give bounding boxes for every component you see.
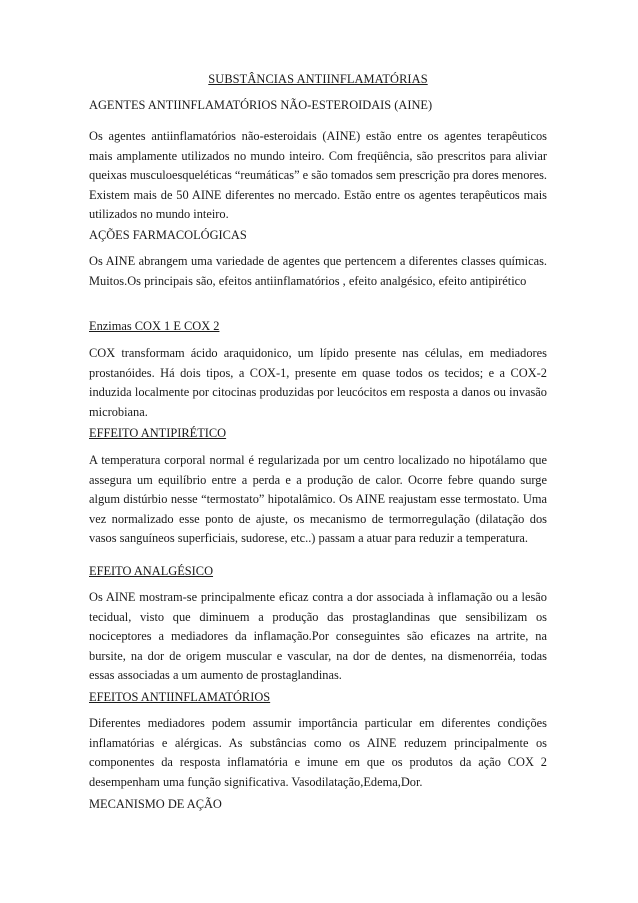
paragraph-efeito-antipiretico: A temperatura corporal normal é regularizada por um centro localizado no hipotálamo que assegura um equilíbrio entre a perda e a produção de calor. Ocorre febre quando surge algum distúrbio nesse “termostato” hipotalâmico. Os AINE reajustam esse termostato. Uma vez normalizado esse ponto de ajuste, os mecanismo de termorregulação (dilatação dos vasos sanguíneos superficiais, sudorese, etc..) passam a atuar para reduzir a temperatura. [89,453,547,546]
heading-mecanismo-de-acao: MECANISMO DE AÇÃO [89,797,222,811]
paragraph-efeito-analgesico: Os AINE mostram-se principalmente eficaz contra a dor associada à inflamação ou a lesão tecidual, visto que diminuem a produção das prostaglandinas que sensibilizam os nociceptores a mediadores da inflamação.Por conseguintes são eficazes na artrite, na bursite, na dor de origem muscular e vascular, na dor de dentes, na dismenorréia, todas essas associadas a um aumento de prostaglandinas. [89,590,547,683]
heading-efeito-analgesico: EFEITO ANALGÉSICO [89,564,214,578]
heading-aine: AGENTES ANTIINFLAMATÓRIOS NÃO-ESTEROIDAIS (AINE) [89,98,433,112]
paragraph-enzimas-cox: COX transformam ácido araquidonico, um lípido presente nas células, em mediadores prostanóides. Há dois tipos, a COX-1, presente em quase todos os tecidos; e a COX-2 induzida localmente por citocinas produzidas por leucócitos em resposta a danos ou invasão microbiana. [89,346,547,419]
heading-efeitos-antiinflamatorios: EFEITOS ANTIINFLAMATÓRIOS [89,690,271,704]
paragraph-aine: Os agentes antiinflamatórios não-esteroidais (AINE) estão entre os agentes terapêuticos mais amplamente utilizados no mundo inteiro. Com freqüência, são prescritos para aliviar queixas musculoesqueléticas “reumáticas” e são tomados sem prescrição pra dores menores. Existem mais de 50 AINE diferentes no mercado. Estão entre os agentes terapêuticos mais utilizados no mundo inteiro. [89,129,547,222]
paragraph-efeitos-antiinflamatorios: Diferentes mediadores podem assumir importância particular em diferentes condições inflamatórias e alérgicas. As substâncias como os AINE reduzem principalmente os componentes da resposta inflamatória e imune em que os produtos da ação COX 2 desempenham uma função significativa. Vasodilatação,Edema,Dor. [89,716,547,789]
heading-enzimas-cox: Enzimas COX 1 E COX 2 [89,319,220,333]
document-title: SUBSTÂNCIAS ANTIINFLAMATÓRIAS [208,72,428,86]
paragraph-acoes-farmacologicas: Os AINE abrangem uma variedade de agentes que pertencem a diferentes classes químicas. Muitos.Os principais são, efeitos antiinflamatórios , efeito analgésico, efeito antipirético [89,254,547,288]
heading-acoes-farmacologicas: AÇÕES FARMACOLÓGICAS [89,228,247,242]
heading-efeito-antipiretico: EFFEITO ANTIPIRÉTICO [89,426,227,440]
